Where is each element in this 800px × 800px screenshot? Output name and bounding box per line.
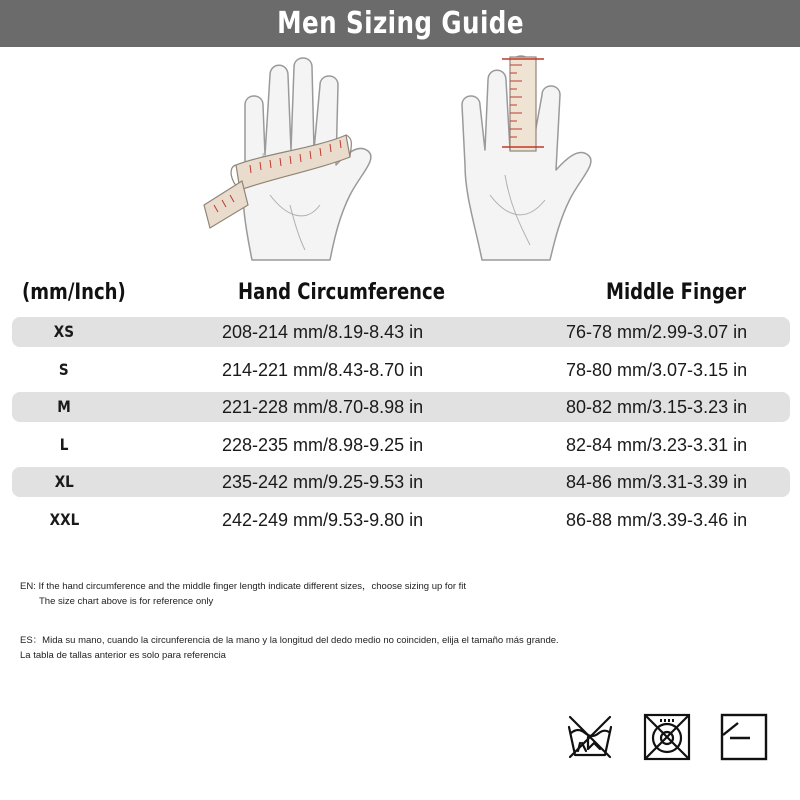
middle-finger-header: Middle Finger <box>606 280 747 305</box>
table-row <box>12 392 790 422</box>
page-title: Men Sizing Guide <box>276 6 524 41</box>
dry-flat-icon <box>720 713 768 761</box>
table-row <box>12 430 790 460</box>
hand-value: 235-242 mm/9.25-9.53 in <box>222 472 424 492</box>
size-label: S <box>59 359 69 379</box>
hand-value: 221-228 mm/8.70-8.98 in <box>222 397 424 417</box>
table-row <box>12 505 790 535</box>
hand-circumference-header: Hand Circumference <box>238 280 445 305</box>
hand-value: 208-214 mm/8.19-8.43 in <box>222 322 424 342</box>
size-label: XL <box>54 472 74 491</box>
finger-value: 86-88 mm/3.39-3.46 in <box>566 509 748 530</box>
hand-value: 228-235 mm/8.98-9.25 in <box>222 434 424 455</box>
spanish-note <box>20 633 559 663</box>
middle-finger-illustration <box>450 55 610 270</box>
size-label: XXL <box>49 509 79 529</box>
finger-value: 82-84 mm/3.23-3.31 in <box>566 434 748 455</box>
table-row <box>12 355 790 385</box>
hand-value: 242-249 mm/9.53-9.80 in <box>222 509 424 530</box>
unit-header: (mm/Inch) <box>22 280 126 305</box>
hand-with-ruler-on-finger-icon <box>450 55 610 270</box>
size-table <box>12 317 790 542</box>
size-label: L <box>59 434 69 454</box>
hand-value: 214-221 mm/8.43-8.70 in <box>222 359 424 380</box>
hand-circumference-illustration <box>190 55 390 270</box>
hand-with-tape-around-palm-icon <box>190 55 390 270</box>
title-banner <box>0 0 800 47</box>
finger-value: 76-78 mm/2.99-3.07 in <box>566 322 748 342</box>
english-note-line-1: EN: If the hand circumference and the middle finger length indicate different sizes，choose sizing up for fit <box>20 581 467 592</box>
spanish-note-line-2: La tabla de tallas anterior es solo para referencia <box>20 650 226 661</box>
size-label: M <box>57 397 71 416</box>
do-not-wash-icon <box>566 713 614 761</box>
table-row <box>12 317 790 347</box>
finger-value: 84-86 mm/3.31-3.39 in <box>566 472 748 492</box>
do-not-tumble-dry-icon <box>643 713 691 761</box>
finger-value: 80-82 mm/3.15-3.23 in <box>566 397 748 417</box>
table-row <box>12 467 790 497</box>
english-note-line-2: The size chart above is for reference only <box>39 596 214 607</box>
spanish-note-line-1: ES：Mida su mano, cuando la circunferencia de la mano y la longitud del dedo medio no coinciden, elija el tamaño más grande. <box>20 635 559 646</box>
size-label: XS <box>53 322 75 341</box>
english-note <box>20 579 466 609</box>
finger-value: 78-80 mm/3.07-3.15 in <box>566 359 748 380</box>
